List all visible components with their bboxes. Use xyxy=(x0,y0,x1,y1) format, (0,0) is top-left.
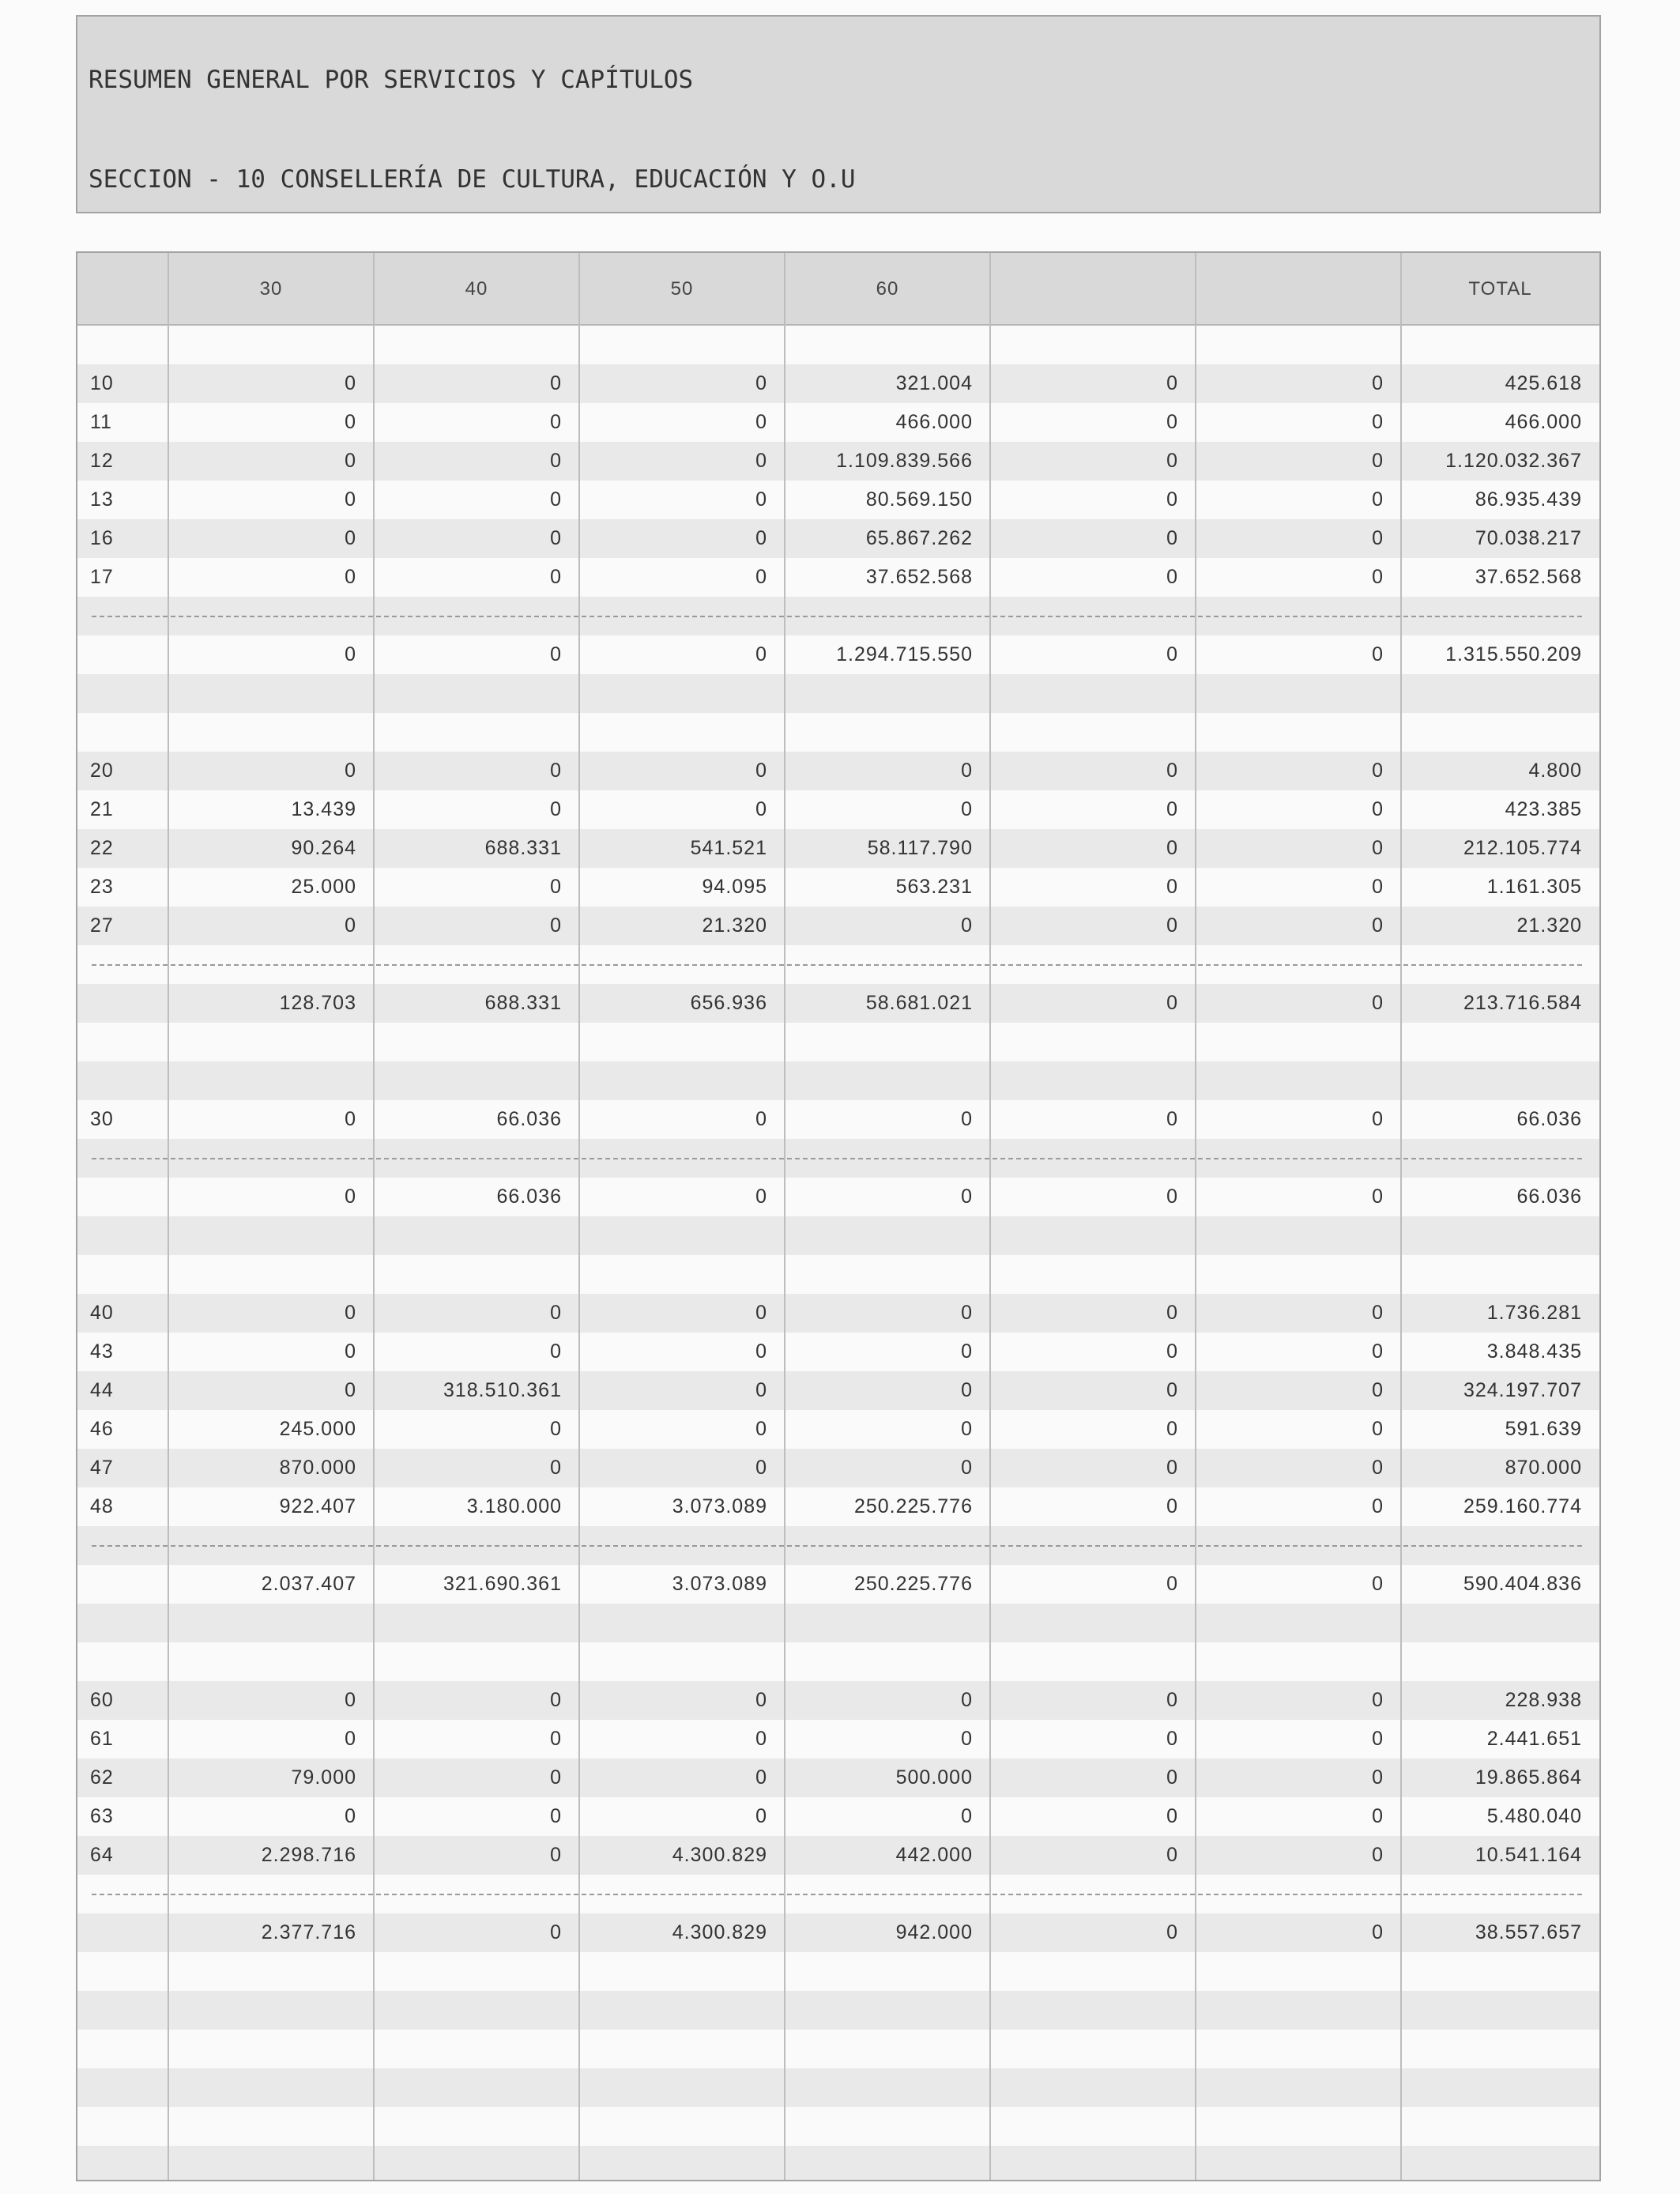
cell-value: 0 xyxy=(1166,798,1178,820)
cell-value: 0 xyxy=(345,1340,356,1363)
cell-value: 0 xyxy=(1166,1457,1178,1479)
cell-value: 0 xyxy=(1372,837,1384,859)
cell-value: 21.320 xyxy=(1516,914,1582,937)
cell-value: 0 xyxy=(1166,1302,1178,1324)
cell-value: 212.105.774 xyxy=(1463,837,1582,859)
cell-value: 0 xyxy=(1372,1108,1384,1130)
cell-value: 0 xyxy=(961,1108,973,1130)
cell-value: 38.557.657 xyxy=(1475,1921,1582,1943)
table-row xyxy=(77,752,1599,790)
blank-row xyxy=(77,713,1599,752)
cell-value: 442.000 xyxy=(895,1844,973,1866)
row-code: 60 xyxy=(90,1689,114,1711)
row-code: 16 xyxy=(90,527,114,549)
cell-value: 1.315.550.209 xyxy=(1445,643,1582,665)
cell-value: 0 xyxy=(961,798,973,820)
cell-value: 0 xyxy=(550,450,562,472)
cell-value: 86.935.439 xyxy=(1475,488,1582,511)
table-row xyxy=(77,364,1599,403)
table-row xyxy=(77,558,1599,597)
cell-value: 0 xyxy=(755,1379,767,1401)
cell-value: 1.736.281 xyxy=(1486,1302,1582,1324)
row-code: 48 xyxy=(90,1495,114,1517)
cell-value: 563.231 xyxy=(895,876,973,898)
cell-value: 10.541.164 xyxy=(1475,1844,1582,1866)
subtotal-row xyxy=(77,984,1599,1023)
cell-value: 688.331 xyxy=(484,837,562,859)
cell-value: 0 xyxy=(961,1379,973,1401)
cell-value: 0 xyxy=(1166,876,1178,898)
row-code: 21 xyxy=(90,798,114,820)
cell-value: 0 xyxy=(1372,1766,1384,1789)
cell-value: 0 xyxy=(1372,566,1384,588)
cell-value: 58.681.021 xyxy=(865,992,973,1014)
cell-value: 0 xyxy=(1166,1766,1178,1789)
cell-value: 0 xyxy=(550,798,562,820)
table-row xyxy=(77,1449,1599,1487)
cell-value: 541.521 xyxy=(690,837,767,859)
column-header xyxy=(990,253,1196,326)
cell-value: 0 xyxy=(755,1805,767,1827)
cell-value: 0 xyxy=(550,488,562,511)
cell-value: 0 xyxy=(1372,1728,1384,1750)
cell-value: 0 xyxy=(755,411,767,433)
column-header xyxy=(1196,253,1401,326)
cell-value: 0 xyxy=(1372,876,1384,898)
blank-row xyxy=(77,674,1599,713)
cell-value: 0 xyxy=(1166,837,1178,859)
table-row xyxy=(77,790,1599,829)
table-row xyxy=(77,1836,1599,1875)
cell-value: 0 xyxy=(1372,1921,1384,1943)
cell-value: 0 xyxy=(1372,1186,1384,1208)
column-header: 50 xyxy=(670,278,694,300)
cell-value: 0 xyxy=(550,1766,562,1789)
cell-value: 0 xyxy=(550,566,562,588)
row-code: 13 xyxy=(90,488,114,511)
cell-value: 66.036 xyxy=(1516,1108,1582,1130)
cell-value: 0 xyxy=(961,1302,973,1324)
row-code: 43 xyxy=(90,1340,114,1363)
cell-value: 0 xyxy=(1372,914,1384,937)
table-row xyxy=(77,868,1599,907)
dashed-separator xyxy=(92,964,1582,966)
cell-value: 0 xyxy=(961,1689,973,1711)
cell-value: 0 xyxy=(345,1302,356,1324)
cell-value: 0 xyxy=(755,566,767,588)
cell-value: 213.716.584 xyxy=(1463,992,1582,1014)
cell-value: 0 xyxy=(345,527,356,549)
cell-value: 0 xyxy=(1372,992,1384,1014)
subtotal-row xyxy=(77,1178,1599,1216)
cell-value: 245.000 xyxy=(279,1418,356,1440)
row-code: 62 xyxy=(90,1766,114,1789)
row-code: 23 xyxy=(90,876,114,898)
cell-value: 423.385 xyxy=(1505,798,1582,820)
cell-value: 0 xyxy=(550,1302,562,1324)
table-row xyxy=(77,1797,1599,1836)
cell-value: 0 xyxy=(1372,1495,1384,1517)
cell-value: 37.652.568 xyxy=(1475,566,1582,588)
column-divider xyxy=(1400,253,1402,2180)
table-row xyxy=(77,829,1599,868)
cell-value: 4.800 xyxy=(1528,760,1582,782)
cell-value: 4.300.829 xyxy=(672,1921,767,1943)
cell-value: 0 xyxy=(1166,488,1178,511)
cell-value: 66.036 xyxy=(496,1108,562,1130)
cell-value: 0 xyxy=(345,1108,356,1130)
cell-value: 0 xyxy=(1372,1457,1384,1479)
cell-value: 0 xyxy=(1372,1340,1384,1363)
cell-value: 324.197.707 xyxy=(1463,1379,1582,1401)
dashed-separator xyxy=(92,1545,1582,1547)
column-header: 40 xyxy=(465,278,488,300)
cell-value: 0 xyxy=(961,1457,973,1479)
table-row xyxy=(77,1333,1599,1371)
cell-value: 128.703 xyxy=(279,992,356,1014)
cell-value: 0 xyxy=(345,1689,356,1711)
blank-row xyxy=(77,326,1599,364)
cell-value: 0 xyxy=(550,411,562,433)
table-row xyxy=(77,1410,1599,1449)
cell-value: 0 xyxy=(755,1340,767,1363)
cell-value: 0 xyxy=(345,372,356,394)
separator-row xyxy=(77,1139,1599,1178)
cell-value: 656.936 xyxy=(690,992,767,1014)
cell-value: 0 xyxy=(1372,1844,1384,1866)
row-code: 17 xyxy=(90,566,114,588)
cell-value: 0 xyxy=(550,876,562,898)
cell-value: 1.161.305 xyxy=(1486,876,1582,898)
cell-value: 688.331 xyxy=(484,992,562,1014)
row-code xyxy=(90,1565,165,1604)
cell-value: 25.000 xyxy=(291,876,356,898)
cell-value: 79.000 xyxy=(291,1766,356,1789)
table-header xyxy=(77,253,1599,326)
section-title: SECCION - 10 CONSELLERÍA DE CULTURA, EDUCACIÓN Y O.U xyxy=(89,165,856,194)
cell-value: 0 xyxy=(755,760,767,782)
table-row xyxy=(77,1759,1599,1797)
cell-value: 0 xyxy=(550,1457,562,1479)
cell-value: 0 xyxy=(1166,411,1178,433)
dashed-separator xyxy=(92,616,1582,617)
cell-value: 591.639 xyxy=(1505,1418,1582,1440)
cell-value: 0 xyxy=(345,914,356,937)
cell-value: 0 xyxy=(345,566,356,588)
cell-value: 0 xyxy=(755,1457,767,1479)
table-row xyxy=(77,519,1599,558)
table-row xyxy=(77,907,1599,945)
blank-row xyxy=(77,2068,1599,2107)
cell-value: 0 xyxy=(1166,1495,1178,1517)
cell-value: 0 xyxy=(550,643,562,665)
cell-value: 0 xyxy=(550,914,562,937)
cell-value: 0 xyxy=(1372,450,1384,472)
cell-value: 0 xyxy=(550,1921,562,1943)
cell-value: 2.377.716 xyxy=(261,1921,356,1943)
cell-value: 1.294.715.550 xyxy=(836,643,973,665)
cell-value: 0 xyxy=(1166,1921,1178,1943)
dashed-separator xyxy=(92,1894,1582,1895)
cell-value: 1.109.839.566 xyxy=(836,450,973,472)
cell-value: 21.320 xyxy=(702,914,767,937)
cell-value: 3.848.435 xyxy=(1486,1340,1582,1363)
cell-value: 0 xyxy=(1166,566,1178,588)
cell-value: 321.690.361 xyxy=(443,1573,562,1595)
cell-value: 0 xyxy=(1372,527,1384,549)
column-header xyxy=(77,253,168,326)
cell-value: 0 xyxy=(345,411,356,433)
cell-value: 2.441.651 xyxy=(1486,1728,1582,1750)
cell-value: 0 xyxy=(1166,1379,1178,1401)
cell-value: 870.000 xyxy=(1505,1457,1582,1479)
cell-value: 0 xyxy=(345,1805,356,1827)
cell-value: 0 xyxy=(755,1418,767,1440)
blank-row xyxy=(77,2030,1599,2068)
row-code: 46 xyxy=(90,1418,114,1440)
blank-row xyxy=(77,1604,1599,1642)
cell-value: 0 xyxy=(755,798,767,820)
blank-row xyxy=(77,1642,1599,1681)
column-divider xyxy=(989,253,991,2180)
row-code: 64 xyxy=(90,1844,114,1866)
table-row xyxy=(77,442,1599,481)
blank-row xyxy=(77,1061,1599,1100)
column-header: TOTAL xyxy=(1468,278,1532,300)
row-code: 12 xyxy=(90,450,114,472)
blank-row xyxy=(77,1255,1599,1294)
cell-value: 466.000 xyxy=(1505,411,1582,433)
cell-value: 0 xyxy=(961,1728,973,1750)
cell-value: 0 xyxy=(1166,760,1178,782)
cell-value: 5.480.040 xyxy=(1486,1805,1582,1827)
cell-value: 2.037.407 xyxy=(261,1573,356,1595)
cell-value: 0 xyxy=(755,1302,767,1324)
report-title: RESUMEN GENERAL POR SERVICIOS Y CAPÍTULOS xyxy=(89,66,694,94)
cell-value: 0 xyxy=(1166,914,1178,937)
cell-value: 0 xyxy=(345,488,356,511)
cell-value: 0 xyxy=(961,914,973,937)
cell-value: 0 xyxy=(1166,1689,1178,1711)
cell-value: 0 xyxy=(550,1418,562,1440)
cell-value: 466.000 xyxy=(895,411,973,433)
row-code xyxy=(90,1178,165,1216)
cell-value: 58.117.790 xyxy=(867,837,973,859)
cell-value: 0 xyxy=(755,1689,767,1711)
row-code: 61 xyxy=(90,1728,114,1750)
cell-value: 0 xyxy=(1372,1302,1384,1324)
summary-table xyxy=(76,251,1601,2181)
cell-value: 0 xyxy=(755,643,767,665)
cell-value: 90.264 xyxy=(291,837,356,859)
separator-row xyxy=(77,1526,1599,1565)
report-header xyxy=(76,15,1601,213)
cell-value: 0 xyxy=(755,372,767,394)
column-header: 60 xyxy=(876,278,899,300)
cell-value: 0 xyxy=(1166,527,1178,549)
cell-value: 3.073.089 xyxy=(672,1495,767,1517)
cell-value: 259.160.774 xyxy=(1463,1495,1582,1517)
cell-value: 0 xyxy=(1372,1689,1384,1711)
cell-value: 0 xyxy=(1372,1379,1384,1401)
table-row xyxy=(77,403,1599,442)
cell-value: 0 xyxy=(1166,643,1178,665)
row-code: 27 xyxy=(90,914,114,937)
separator-row xyxy=(77,597,1599,635)
cell-value: 250.225.776 xyxy=(853,1573,973,1595)
subtotal-row xyxy=(77,1913,1599,1952)
separator-row xyxy=(77,945,1599,984)
cell-value: 0 xyxy=(1166,450,1178,472)
cell-value: 228.938 xyxy=(1505,1689,1582,1711)
cell-value: 0 xyxy=(1372,760,1384,782)
cell-value: 0 xyxy=(550,1805,562,1827)
column-divider xyxy=(168,253,169,2180)
separator-row xyxy=(77,1875,1599,1913)
cell-value: 0 xyxy=(961,760,973,782)
subtotal-row xyxy=(77,635,1599,674)
cell-value: 0 xyxy=(1166,1573,1178,1595)
cell-value: 0 xyxy=(755,488,767,511)
row-code: 22 xyxy=(90,837,114,859)
cell-value: 250.225.776 xyxy=(853,1495,973,1517)
row-code: 47 xyxy=(90,1457,114,1479)
cell-value: 0 xyxy=(550,527,562,549)
blank-row xyxy=(77,2146,1599,2181)
cell-value: 0 xyxy=(961,1805,973,1827)
cell-value: 0 xyxy=(550,372,562,394)
cell-value: 0 xyxy=(1166,372,1178,394)
subtotal-row xyxy=(77,1565,1599,1604)
dashed-separator xyxy=(92,1158,1582,1159)
cell-value: 80.569.150 xyxy=(865,488,973,511)
cell-value: 0 xyxy=(345,760,356,782)
cell-value: 13.439 xyxy=(291,798,356,820)
blank-row xyxy=(77,2107,1599,2146)
table-row xyxy=(77,1294,1599,1333)
table-row xyxy=(77,1720,1599,1759)
row-code: 10 xyxy=(90,372,114,394)
row-code: 40 xyxy=(90,1302,114,1324)
row-code: 30 xyxy=(90,1108,114,1130)
cell-value: 1.120.032.367 xyxy=(1445,450,1582,472)
cell-value: 0 xyxy=(345,450,356,472)
cell-value: 0 xyxy=(1372,798,1384,820)
table-row xyxy=(77,1100,1599,1139)
cell-value: 0 xyxy=(961,1418,973,1440)
blank-row xyxy=(77,1952,1599,1991)
cell-value: 3.180.000 xyxy=(466,1495,562,1517)
cell-value: 94.095 xyxy=(702,876,767,898)
row-code xyxy=(90,1913,165,1952)
cell-value: 0 xyxy=(1166,1418,1178,1440)
table-row xyxy=(77,1371,1599,1410)
cell-value: 0 xyxy=(1166,992,1178,1014)
row-code: 44 xyxy=(90,1379,114,1401)
cell-value: 0 xyxy=(755,1108,767,1130)
cell-value: 0 xyxy=(1372,1418,1384,1440)
table-row xyxy=(77,1487,1599,1526)
cell-value: 0 xyxy=(1166,1108,1178,1130)
row-code: 63 xyxy=(90,1805,114,1827)
cell-value: 0 xyxy=(345,1728,356,1750)
cell-value: 0 xyxy=(755,450,767,472)
cell-value: 70.038.217 xyxy=(1475,527,1582,549)
cell-value: 2.298.716 xyxy=(261,1844,356,1866)
cell-value: 321.004 xyxy=(895,372,973,394)
cell-value: 0 xyxy=(1166,1805,1178,1827)
cell-value: 0 xyxy=(1166,1340,1178,1363)
cell-value: 0 xyxy=(550,1844,562,1866)
cell-value: 0 xyxy=(550,1689,562,1711)
cell-value: 870.000 xyxy=(279,1457,356,1479)
cell-value: 66.036 xyxy=(1516,1186,1582,1208)
table-row xyxy=(77,1681,1599,1720)
cell-value: 0 xyxy=(961,1186,973,1208)
cell-value: 0 xyxy=(1372,1805,1384,1827)
cell-value: 0 xyxy=(345,643,356,665)
cell-value: 0 xyxy=(1372,488,1384,511)
cell-value: 65.867.262 xyxy=(865,527,973,549)
cell-value: 0 xyxy=(1372,372,1384,394)
cell-value: 922.407 xyxy=(279,1495,356,1517)
cell-value: 0 xyxy=(345,1186,356,1208)
blank-row xyxy=(77,1991,1599,2030)
cell-value: 500.000 xyxy=(895,1766,973,1789)
cell-value: 590.404.836 xyxy=(1463,1573,1582,1595)
blank-row xyxy=(77,1216,1599,1255)
column-header: 30 xyxy=(259,278,283,300)
cell-value: 0 xyxy=(1166,1186,1178,1208)
cell-value: 0 xyxy=(1166,1728,1178,1750)
cell-value: 0 xyxy=(345,1379,356,1401)
cell-value: 0 xyxy=(1372,1573,1384,1595)
row-code: 20 xyxy=(90,760,114,782)
cell-value: 37.652.568 xyxy=(865,566,973,588)
row-code xyxy=(90,984,165,1023)
cell-value: 19.865.864 xyxy=(1475,1766,1582,1789)
cell-value: 0 xyxy=(1372,643,1384,665)
cell-value: 0 xyxy=(1166,1844,1178,1866)
cell-value: 0 xyxy=(1372,411,1384,433)
cell-value: 4.300.829 xyxy=(672,1844,767,1866)
cell-value: 0 xyxy=(961,1340,973,1363)
column-divider xyxy=(784,253,785,2180)
cell-value: 942.000 xyxy=(895,1921,973,1943)
cell-value: 0 xyxy=(755,1186,767,1208)
cell-value: 0 xyxy=(550,760,562,782)
column-divider xyxy=(373,253,375,2180)
cell-value: 0 xyxy=(755,1728,767,1750)
row-code xyxy=(90,635,165,674)
table-row xyxy=(77,481,1599,519)
row-code: 11 xyxy=(90,411,112,433)
cell-value: 425.618 xyxy=(1505,372,1582,394)
cell-value: 0 xyxy=(550,1728,562,1750)
blank-row xyxy=(77,1023,1599,1061)
cell-value: 0 xyxy=(550,1340,562,1363)
column-divider xyxy=(578,253,580,2180)
cell-value: 66.036 xyxy=(496,1186,562,1208)
cell-value: 0 xyxy=(755,1766,767,1789)
cell-value: 3.073.089 xyxy=(672,1573,767,1595)
cell-value: 0 xyxy=(755,527,767,549)
column-divider xyxy=(1195,253,1196,2180)
cell-value: 318.510.361 xyxy=(443,1379,562,1401)
